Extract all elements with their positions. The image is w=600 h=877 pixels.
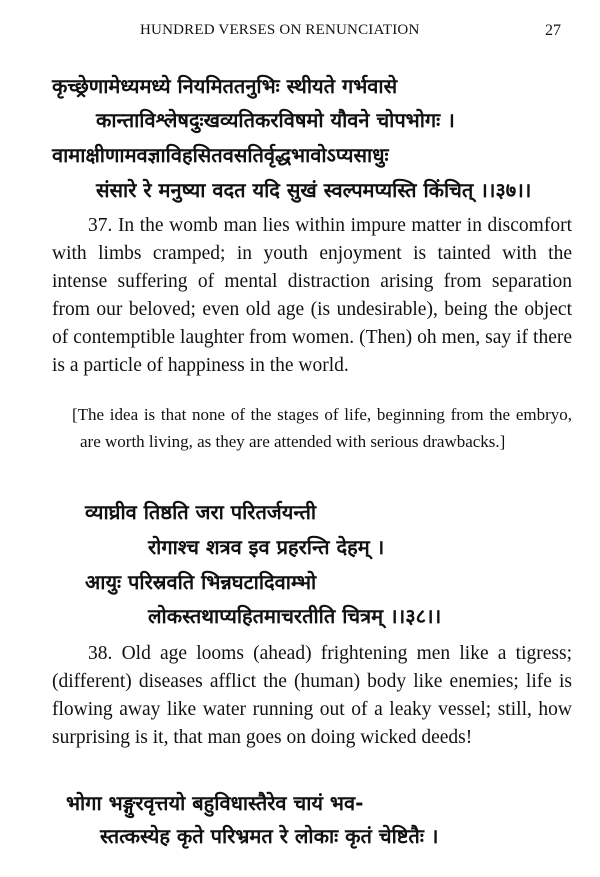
running-header (0, 22, 600, 44)
verse-39-line-1: भोगा भङ्गुरवृत्तयो बहुविधास्तैरेव चायं भव- (66, 791, 364, 815)
verse-39-line-2: स्तत्कस्येह कृते परिभ्रमत रे लोकाः कृतं चेष्टितैः । (100, 824, 439, 848)
verse-38-line-1: व्याघ्रीव तिष्ठति जरा परितर्जयन्ती (85, 500, 317, 524)
note-37: [The idea is that none of the stages of life, beginning from the embryo, are worth living, as they are attended with serious drawbacks.] (72, 405, 572, 451)
verse-37-line-2: कान्ताविश्लेषदुःखव्यतिकरविषमो यौवने चोपभोगः । (96, 108, 455, 132)
running-header-title: HUNDRED VERSES ON RENUNCIATION (140, 22, 420, 38)
verse-38-line-3: आयुः परिस्रवति भिन्नघटादिवाम्भो (85, 570, 317, 594)
verse-38-line-2: रोगाश्च शत्रव इव प्रहरन्ति देहम् । (148, 535, 385, 559)
translation-37: 37. In the womb man lies within impure matter in discomfort with limbs cramped; in youth enjoyment is tainted with the intense suffering of mental distraction arising from separation from our beloved; even old age (is undesirable), being the object of contemptible laughter from women. (Then) oh men, say if there is a particle of happiness in the world. (52, 215, 572, 376)
verse-37-line-4: संसारे रे मनुष्या वदत यदि सुखं स्वल्पमप्यस्ति किंचित् ।।३७।। (96, 178, 532, 202)
page-number: 27 (545, 22, 561, 39)
translation-38: 38. Old age looms (ahead) frightening men like a tigress; (different) diseases afflict the (human) body like enemies; life is flowing away like water running out of a leaky vessel; still, how surprising is it, that man goes on doing wicked deeds! (52, 643, 572, 748)
verse-37-line-1: कृच्छ्रेणामेध्यमध्ये नियमिततनुभिः स्थीयते गर्भवासे (52, 74, 398, 98)
verse-38-line-4: लोकस्तथाप्यहितमाचरतीति चित्रम् ।।३८।। (148, 604, 442, 628)
verse-37-line-3: वामाक्षीणामवज्ञाविहसितवसतिर्वृद्धभावोऽप्यसाधुः (52, 143, 389, 167)
